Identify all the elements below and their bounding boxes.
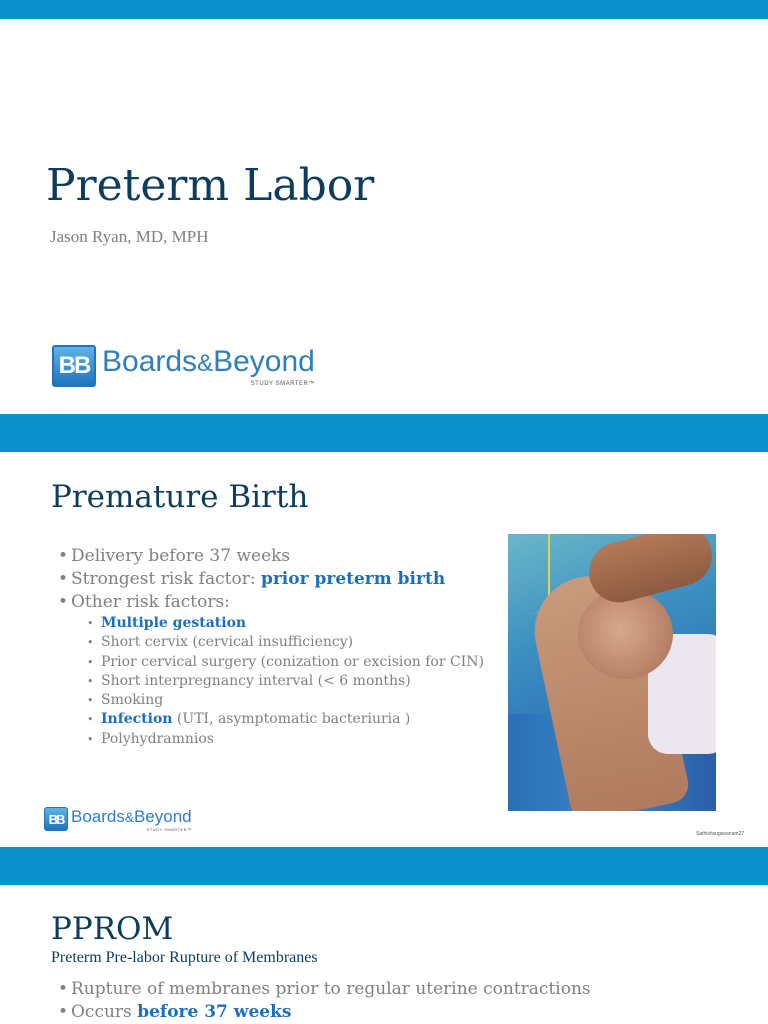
list-item: • Multiple gestation bbox=[52, 614, 492, 633]
slide-title: PPROM bbox=[51, 911, 174, 947]
author-name: Jason Ryan, MD, MPH bbox=[50, 227, 209, 246]
bb-logo-mark: BB bbox=[44, 807, 68, 831]
logo-wordmark: Boards&Beyond STUDY SMARTER™ bbox=[71, 806, 192, 832]
slide-separator-2 bbox=[0, 847, 768, 885]
slide-subtitle: Preterm Pre-labor Rupture of Membranes bbox=[51, 949, 318, 966]
bullet-list bbox=[52, 978, 752, 1024]
list-item: • Prior cervical surgery (conization or excision for CIN) bbox=[52, 653, 492, 672]
slide-title: Premature Birth bbox=[51, 479, 309, 515]
slide-separator-1 bbox=[0, 414, 768, 452]
list-item: • Strongest risk factor: prior preterm birth bbox=[52, 568, 492, 591]
list-item: • Delivery before 37 weeks bbox=[52, 545, 492, 568]
list-item: • Occurs before 37 weeks bbox=[52, 1001, 752, 1024]
list-item: • Short interpregnancy interval (< 6 months) bbox=[52, 672, 492, 691]
list-item: • Other risk factors: bbox=[52, 591, 492, 614]
list-item: • Short cervix (cervical insufficiency) bbox=[52, 633, 492, 652]
logo-tagline: STUDY SMARTER™ bbox=[146, 826, 192, 832]
premature-baby-photo bbox=[508, 534, 716, 811]
sub-bullet-list bbox=[52, 614, 492, 749]
logo-tagline: STUDY SMARTER™ bbox=[250, 381, 315, 387]
list-item: • Rupture of membranes prior to regular uterine contractions bbox=[52, 978, 752, 1001]
top-band bbox=[0, 0, 768, 19]
list-item: • Polyhydramnios bbox=[52, 730, 492, 749]
bb-logo-mark: BB bbox=[52, 345, 96, 387]
bullet-list bbox=[52, 545, 492, 614]
boards-beyond-logo bbox=[52, 345, 315, 387]
list-item: • Smoking bbox=[52, 691, 492, 710]
logo-wordmark: Boards&Beyond STUDY SMARTER™ bbox=[102, 345, 315, 387]
list-item: • Infection (UTI, asymptomatic bacteriuria ) bbox=[52, 710, 492, 729]
boards-beyond-logo-small bbox=[44, 807, 192, 831]
slide-title: Preterm Labor bbox=[46, 160, 375, 211]
photo-credit: Sathishsugavanam27 bbox=[696, 831, 745, 837]
